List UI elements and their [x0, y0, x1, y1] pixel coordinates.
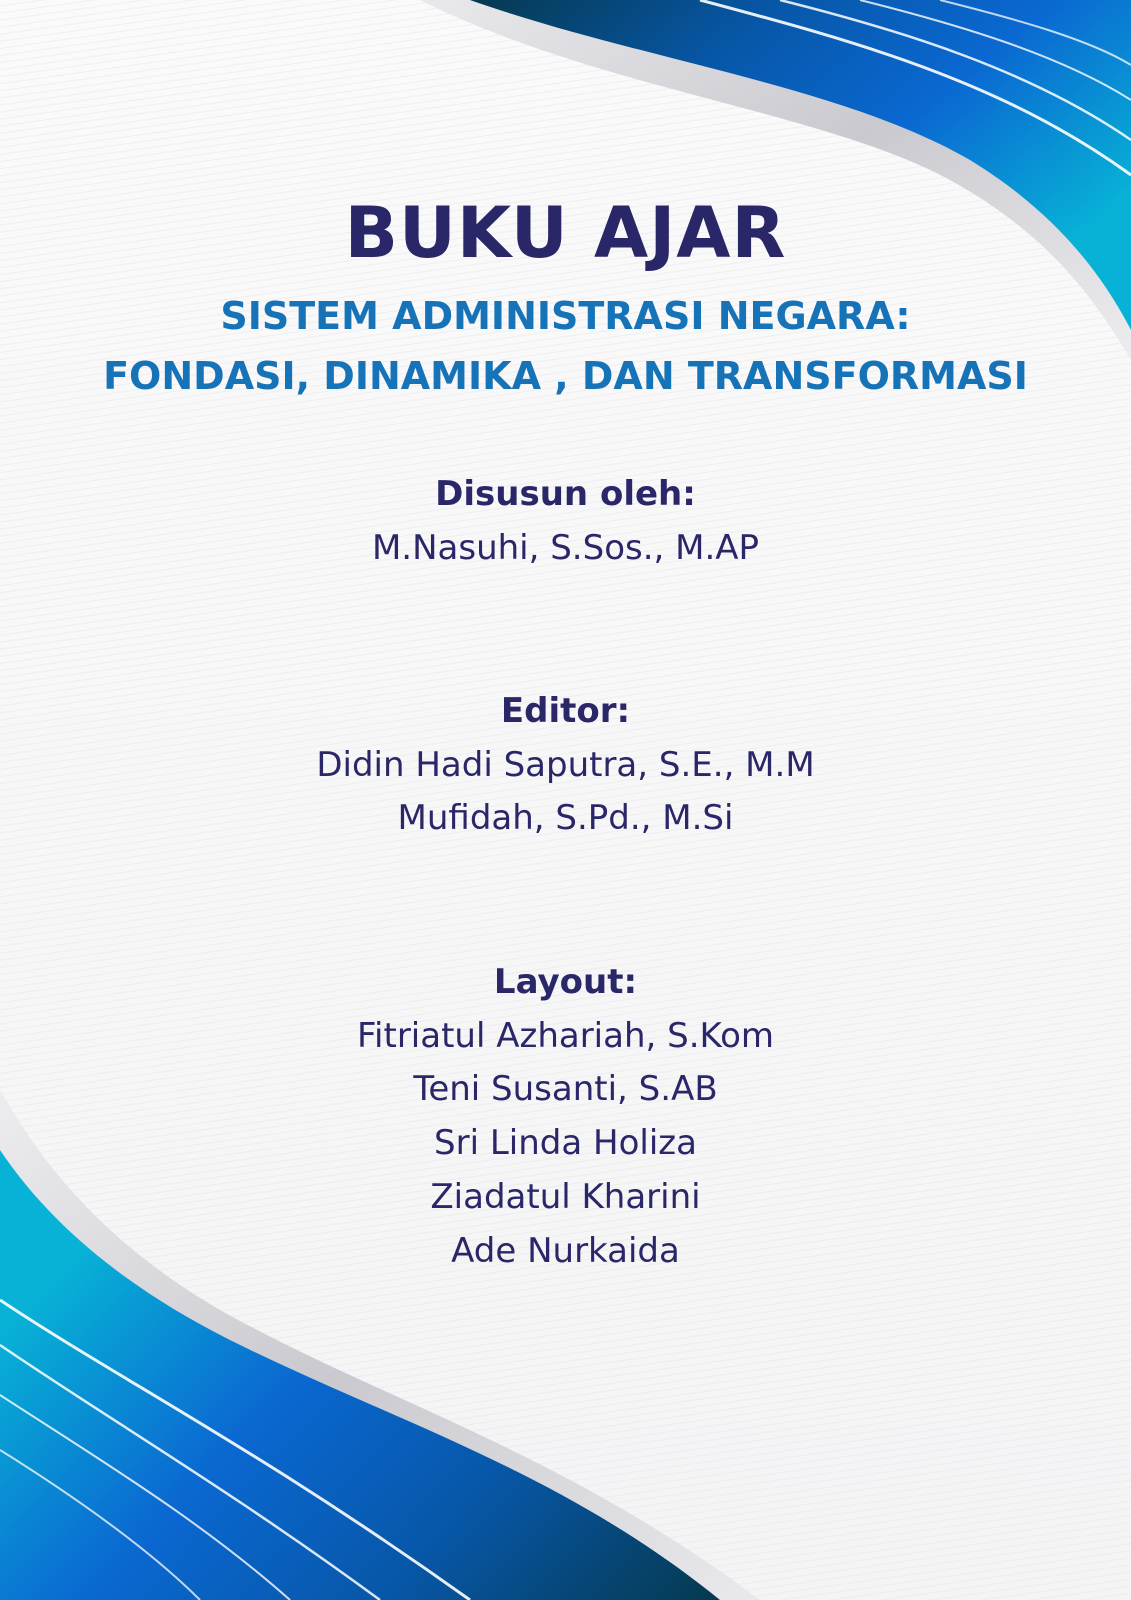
authors-label: Disusun oleh:: [435, 474, 696, 514]
editor-name: Didin Hadi Saputra, S.E., M.M: [316, 745, 815, 785]
layout-member-name: Teni Susanti, S.AB: [413, 1069, 718, 1109]
book-title: BUKU AJAR: [344, 192, 787, 274]
layout-member-name: Ziadatul Kharini: [430, 1177, 701, 1217]
layout-member-name: Fitriatul Azhariah, S.Kom: [356, 1016, 775, 1056]
layout-member-name: Sri Linda Holiza: [434, 1123, 697, 1163]
book-subtitle-line-1: SISTEM ADMINISTRASI NEGARA:: [220, 294, 911, 338]
book-subtitle-line-2: FONDASI, DINAMIKA , DAN TRANSFORMASI: [103, 354, 1028, 398]
layout-member-name: Ade Nurkaida: [451, 1231, 680, 1271]
author-name: M.Nasuhi, S.Sos., M.AP: [371, 528, 760, 568]
editors-label: Editor:: [500, 691, 631, 731]
layout-label: Layout:: [493, 962, 638, 1002]
editor-name: Mufidah, S.Pd., M.Si: [397, 798, 734, 838]
